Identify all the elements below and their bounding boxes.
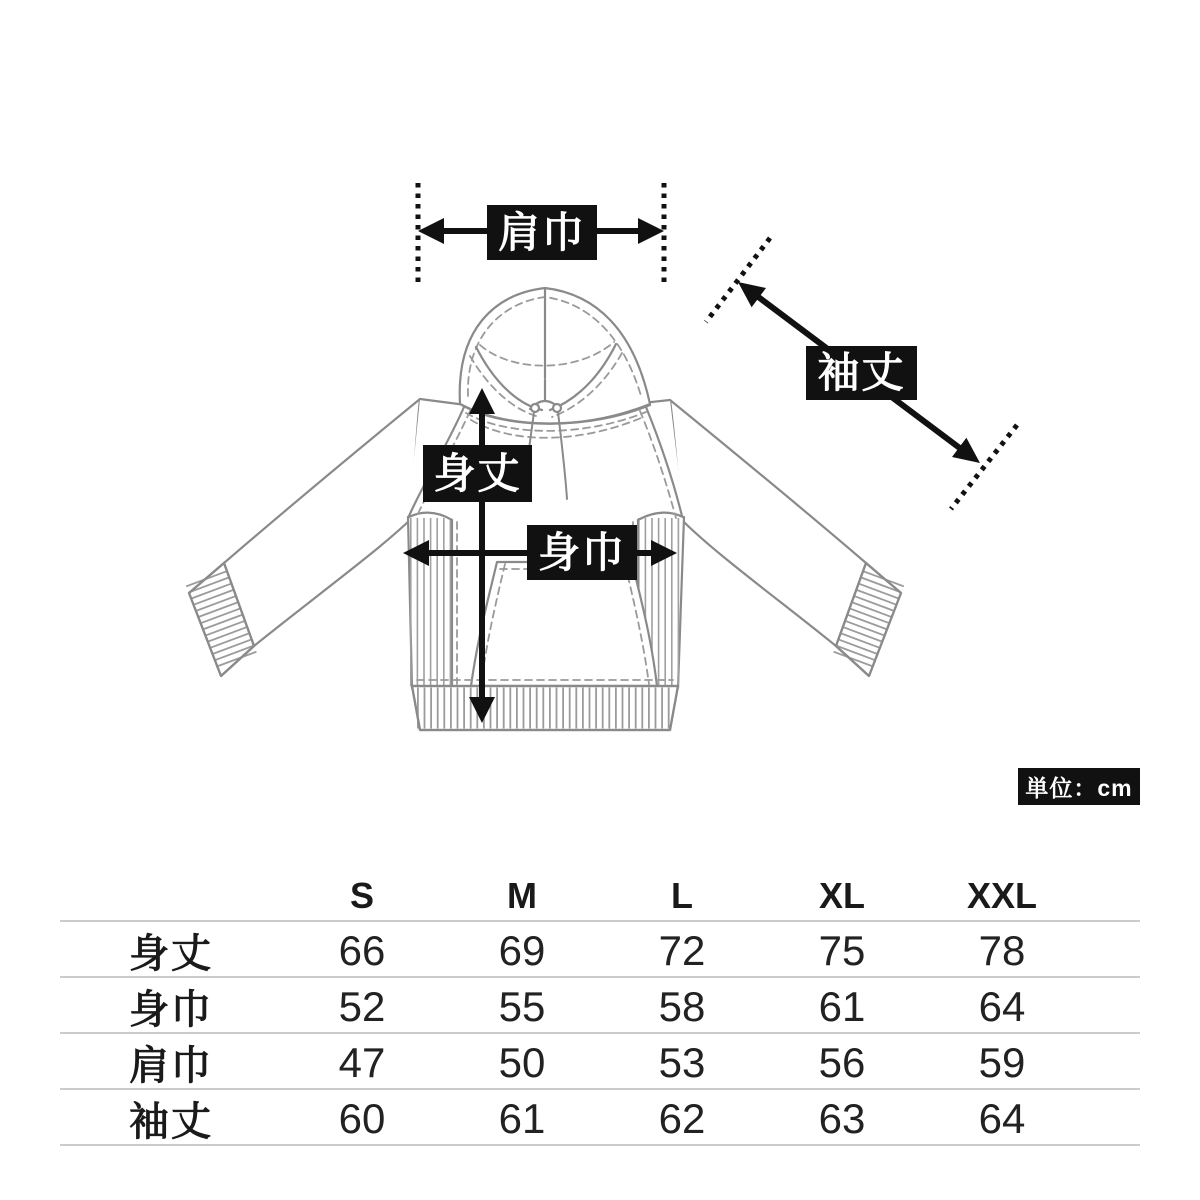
cell: 47 [338,1038,386,1086]
cell: 55 [498,982,546,1030]
cell: 61 [498,1094,546,1142]
cell: 59 [978,1038,1026,1086]
cell: 64 [978,982,1026,1030]
cell: 53 [658,1038,706,1086]
cell: 78 [978,926,1026,974]
row-label: 身丈 [129,932,213,976]
cell: 69 [498,926,546,974]
row-label: 袖丈 [129,1100,213,1144]
body-width-label: 身巾 [527,525,637,580]
table-row-sleeve-length [60,1088,1140,1146]
cell: 50 [498,1038,546,1086]
cell: 52 [338,982,386,1030]
table-row-body-width [60,976,1140,1032]
table-row-body-length [60,920,1140,976]
sleeve-length-label: 袖丈 [806,346,917,400]
column-header-m: M [507,875,537,916]
cell: 62 [658,1094,706,1142]
cell: 61 [818,982,866,1030]
cell: 64 [978,1094,1026,1142]
table-header-row [60,872,1140,920]
cell: 66 [338,926,386,974]
shoulder-width-label: 肩巾 [487,205,597,260]
cell: 75 [818,926,866,974]
column-header-xxl: XXL [966,875,1037,916]
size-table [60,872,1140,1146]
cell: 56 [818,1038,866,1086]
column-header-s: S [349,875,374,916]
cell: 72 [658,926,706,974]
column-header-xl: XL [818,875,865,916]
column-header-l: L [671,875,693,916]
cell: 63 [818,1094,866,1142]
row-label: 肩巾 [129,1044,213,1088]
cell: 60 [338,1094,386,1142]
table-row-shoulder-width [60,1032,1140,1088]
cell: 58 [658,982,706,1030]
body-length-label: 身丈 [423,445,532,502]
row-label: 身巾 [129,988,213,1032]
unit-badge: 単位：cm [1018,768,1140,805]
